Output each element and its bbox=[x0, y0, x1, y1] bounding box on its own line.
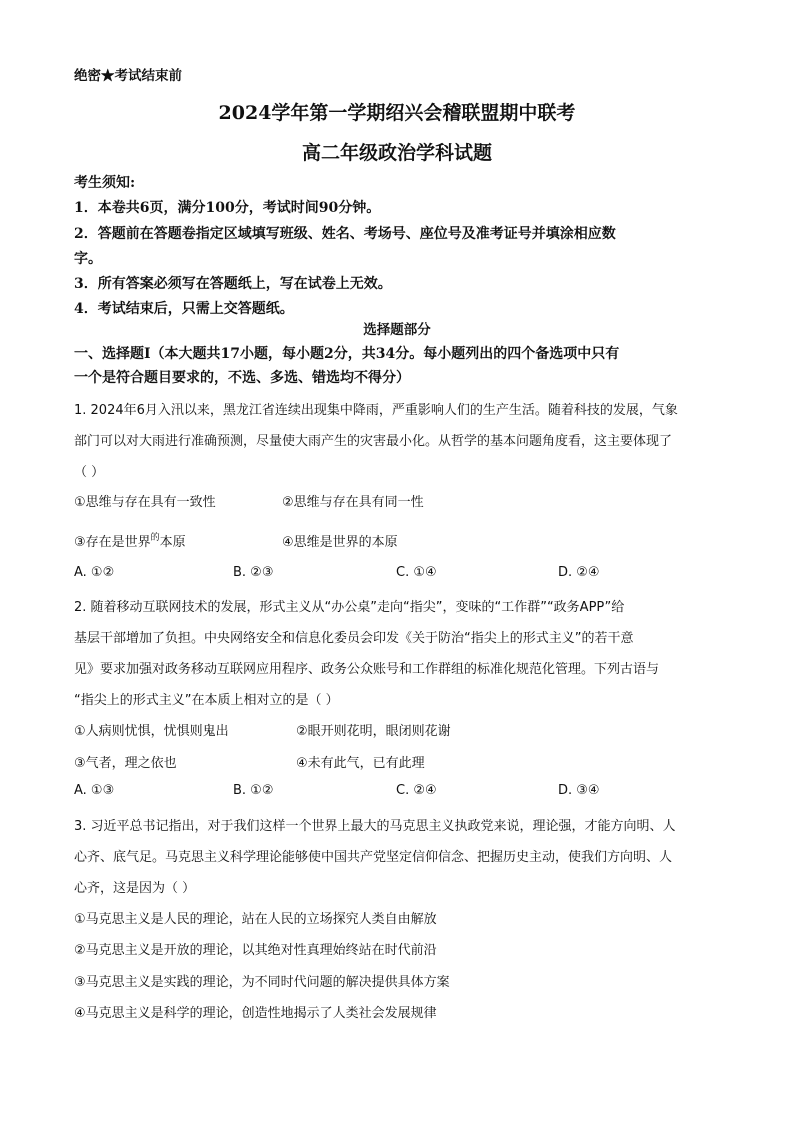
q1-choice-c: C. ①④ bbox=[396, 565, 437, 580]
exam-subtitle: 高二年级政治学科试题 bbox=[301, 142, 492, 164]
q1-stem-line: 1. 2024年6月入汛以来，黑龙江省连续出现集中降雨，严重影响人们的生产生活。随着科技的发展，气象 bbox=[74, 403, 678, 418]
q2-stem-line: 见》要求加强对政务移动互联网应用程序、政务公众账号和工作群组的标准化规范化管理。下列古语与 bbox=[74, 662, 660, 677]
notice-item: 4．考试结束后，只需上交答题纸。 bbox=[74, 301, 294, 318]
q2-statement-2: ②眼开则花明，眼闭则花谢 bbox=[296, 724, 451, 739]
q3-statement-2: ②马克思主义是开放的理论，以其绝对性真理始终站在时代前沿 bbox=[74, 943, 437, 958]
q2-stem-line: 基层干部增加了负担。中央网络安全和信息化委员会印发《关于防治“指尖上的形式主义”的若干意 bbox=[74, 631, 634, 646]
notice-item: 2．答题前在答题卷指定区域填写班级、姓名、考场号、座位号及准考证号并填涂相应数 bbox=[74, 225, 616, 242]
candidate-notice bbox=[74, 171, 734, 323]
q1-choice-a: A. ①② bbox=[74, 565, 115, 580]
q3-stem-line: 3. 习近平总书记指出，对于我们这样一个世界上最大的马克思主义执政党来说，理论强，才能方向明、人 bbox=[74, 819, 676, 834]
q2-choice-a: A. ①③ bbox=[74, 783, 115, 798]
notice-item: 3．所有答案必须写在答题纸上，写在试卷上无效。 bbox=[74, 276, 392, 293]
q3-statement-1: ①马克思主义是人民的理论，站在人民的立场探究人类自由解放 bbox=[74, 912, 437, 927]
q3-stem-line: 心齐、底气足。马克思主义科学理论能够使中国共产党坚定信仰信念、把握历史主动，使我们方向明、人 bbox=[74, 850, 673, 865]
q3-stem-line: 心齐，这是因为（ ） bbox=[74, 881, 196, 896]
q1-stem-line: （ ） bbox=[74, 465, 105, 480]
q2-choice-b: B. ①② bbox=[233, 783, 274, 798]
part-instructions-line: 一、选择题Ⅰ（本大题共17小题，每小题2分，共34分。每小题列出的四个备选项中只有 bbox=[74, 346, 620, 362]
q1-choice-b: B. ②③ bbox=[233, 565, 274, 580]
q1-stem-line: 部门可以对大雨进行准确预测，尽量使大雨产生的灾害最小化。从哲学的基本问题角度看，这主要体现了 bbox=[74, 434, 673, 449]
q2-choice-c: C. ②④ bbox=[396, 783, 437, 798]
q1-statement-1: ①思维与存在具有一致性 bbox=[74, 495, 216, 510]
q3-statement-4: ④马克思主义是科学的理论，创造性地揭示了人类社会发展规律 bbox=[74, 1006, 437, 1021]
part-instructions-line: 一个是符合题目要求的，不选、多选、错选均不得分） bbox=[74, 370, 410, 386]
part-instructions bbox=[74, 342, 734, 390]
q2-choice-d: D. ③④ bbox=[558, 783, 600, 798]
q2-stem-line: 2. 随着移动互联网技术的发展，形式主义从“办公桌”走向“指尖”，变味的“工作群”“政务APP”给 bbox=[74, 600, 625, 615]
secret-mark: 绝密★考试结束前 bbox=[74, 68, 182, 84]
q1-statement-2: ②思维与存在具有同一性 bbox=[282, 495, 424, 510]
q3-statement-3: ③马克思主义是实践的理论，为不同时代问题的解决提供具体方案 bbox=[74, 975, 450, 990]
exam-title: 2024学年第一学期绍兴会稽联盟期中联考 bbox=[218, 102, 576, 124]
q1-statement-4: ④思维是世界的本原 bbox=[282, 535, 398, 550]
section-title: 选择题部分 bbox=[363, 322, 431, 338]
q1-statement-3: ③存在是世界$^的$本原 bbox=[74, 533, 186, 550]
q1-choice-d: D. ②④ bbox=[558, 565, 600, 580]
notice-item: 字。 bbox=[74, 250, 102, 267]
notice-heading: 考生须知: bbox=[74, 175, 136, 191]
q2-stem-line: “指尖上的形式主义”在本质上相对立的是（ ） bbox=[74, 693, 339, 708]
notice-item: 1．本卷共6页，满分100分，考试时间90分钟。 bbox=[74, 200, 381, 217]
q2-statement-4: ④未有此气，已有此理 bbox=[296, 756, 425, 771]
q2-statement-1: ①人病则忧惧，忧惧则鬼出 bbox=[74, 724, 229, 739]
q2-statement-3: ③气者，理之依也 bbox=[74, 756, 177, 771]
